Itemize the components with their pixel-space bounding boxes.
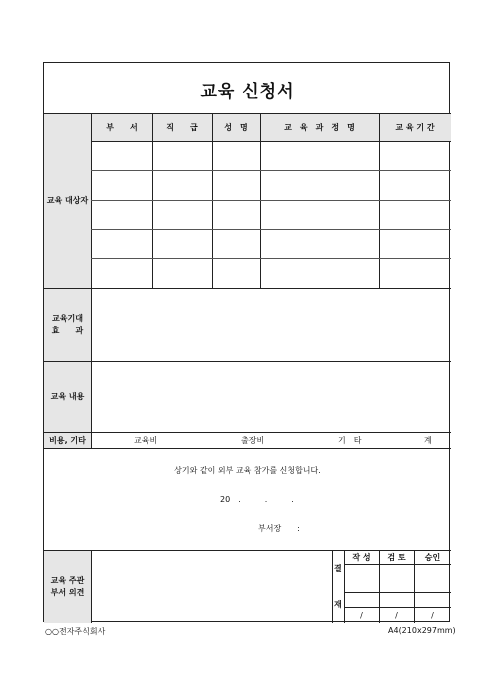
divider bbox=[91, 258, 451, 259]
divider bbox=[91, 113, 92, 448]
header-course: 교 육 과 정 명 bbox=[284, 123, 355, 132]
approval-col-write: 작 성 bbox=[352, 552, 371, 562]
effect-label-line1: 교육기대 bbox=[52, 314, 83, 323]
statement-text: 상기와 같이 외부 교육 참가를 신청합니다. bbox=[174, 466, 321, 475]
header-department: 부 서 bbox=[106, 123, 138, 132]
footer-company: ○○전자주식회사 bbox=[45, 627, 106, 636]
cost-label: 비용, 기타 bbox=[49, 435, 86, 445]
divider bbox=[91, 141, 451, 142]
opinion-label-line2: 부서 의견 bbox=[50, 588, 85, 597]
divider bbox=[344, 592, 451, 593]
application-form bbox=[43, 62, 450, 622]
divider bbox=[44, 361, 451, 362]
effect-label bbox=[44, 289, 91, 361]
approval-date-review: / bbox=[395, 610, 398, 620]
divider bbox=[91, 550, 92, 623]
divider bbox=[332, 550, 333, 623]
footer-paper-size: A4(210x297mm) bbox=[388, 626, 456, 635]
header-period: 교 육 기 간 bbox=[395, 123, 435, 132]
opinion-label bbox=[44, 551, 91, 623]
divider bbox=[91, 200, 451, 201]
approval-label-bottom: 재 bbox=[334, 600, 342, 609]
date-line: 20 . . . bbox=[220, 495, 294, 504]
opinion-label-line1: 교육 주관 bbox=[50, 576, 85, 585]
approval-date-write: / bbox=[360, 610, 363, 620]
cost-other: 기 타 bbox=[338, 436, 362, 445]
dept-head-signature: 부서장 : bbox=[258, 524, 300, 533]
approval-label-top: 결 bbox=[334, 564, 342, 573]
divider bbox=[44, 448, 451, 449]
divider bbox=[344, 564, 451, 565]
content-label: 교육 내용 bbox=[50, 392, 85, 401]
cost-travel: 출장비 bbox=[241, 436, 265, 445]
divider bbox=[91, 229, 451, 230]
header-rank: 직 급 bbox=[166, 123, 198, 132]
divider bbox=[44, 288, 451, 289]
cost-education: 교육비 bbox=[134, 436, 158, 445]
approval-date-approve: / bbox=[431, 610, 434, 620]
divider bbox=[91, 170, 451, 171]
header-name: 성 명 bbox=[224, 123, 248, 132]
approval-col-review: 검 토 bbox=[387, 552, 406, 562]
approval-col-approve: 승인 bbox=[424, 552, 441, 562]
target-label: 교육 대상자 bbox=[46, 196, 89, 205]
form-title: 교육 신청서 bbox=[200, 82, 295, 102]
divider bbox=[44, 432, 451, 433]
effect-label-line2: 효 과 bbox=[51, 326, 84, 335]
cost-total: 계 bbox=[424, 436, 432, 445]
